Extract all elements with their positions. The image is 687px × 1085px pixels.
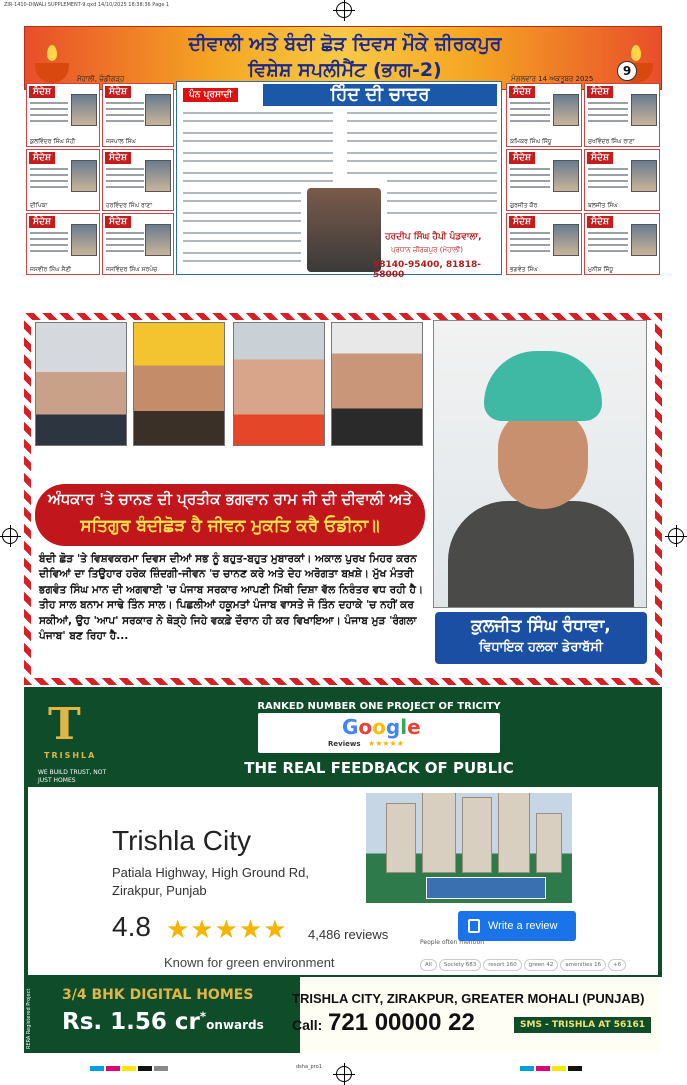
sandesh-name: ਬਲਜੀਤ ਸਿੰਘ (588, 202, 618, 209)
price-text: Rs. 1.56 cr*onwards (62, 1009, 264, 1035)
leader-photo-4 (331, 322, 423, 446)
avatar (71, 160, 97, 192)
sandesh-name: ਭਗਵੰਤ ਸਿੰਘ (510, 266, 538, 273)
sandesh-tag: ਸੰਦੇਸ਼ (29, 152, 55, 164)
leader-photo-1 (35, 322, 127, 446)
sandesh-box (506, 83, 582, 147)
flame-icon-right (631, 45, 641, 61)
sandesh-tag: ਸੰਦੇਸ਼ (509, 216, 535, 228)
mention-chip[interactable]: All (420, 959, 437, 971)
google-reviews-badge (258, 713, 500, 753)
avatar (71, 224, 97, 256)
header-date: ਮੰਗਲਵਾਰ 14 ਅਕਤੂਬਰ 2025 (511, 75, 594, 83)
sandesh-box (506, 213, 582, 275)
rating-value: 4.8 (112, 911, 151, 942)
mention-chip[interactable]: Society 683 (439, 959, 481, 971)
address-line1: Patiala Highway, High Ground Rd, (112, 865, 310, 880)
sandesh-box (102, 213, 174, 275)
sandesh-name: ਸੁਖਵਿੰਦਰ ਸਿੰਘ ਰਾਣਾ (588, 138, 635, 145)
sandesh-box (102, 149, 174, 211)
mla-photo (433, 320, 647, 608)
google-letter: e (407, 715, 421, 739)
flame-icon-left (47, 45, 57, 61)
leader-photo-3 (233, 322, 325, 446)
write-review-button[interactable] (458, 911, 576, 941)
newspaper-page (24, 26, 662, 1054)
google-listing-card (28, 787, 658, 975)
sandesh-tag: ਸੰਦੇਸ਼ (29, 86, 55, 98)
page-number: 9 (617, 61, 637, 81)
print-slug: ZIR-1410-DIWALI SUPPLEMENT-9.qxd 14/10/2025 18:38:36 Page 1 (4, 2, 170, 8)
mla-designation: ਵਿਧਾਇਕ ਹਲਕਾ ਡੇਰਾਬੱਸੀ (479, 640, 603, 655)
trishla-city-ad (24, 687, 662, 1053)
mention-chip[interactable]: green 42 (524, 959, 559, 971)
sandesh-name: ਮੁਨੀਸ਼ ਸਿੱਧੂ (588, 266, 614, 273)
sandesh-name: ਜਸਵਿੰਦਰ ਸਿੰਘ ਸਰਪੰਚ (106, 266, 158, 273)
pencil-icon (468, 919, 480, 933)
sandesh-name: ਗੁਰਜੀਤ ਕੌਰ (510, 202, 538, 209)
place-name: Trishla City (112, 825, 251, 856)
sandesh-grid-right (506, 83, 660, 275)
header-title-line1: ਦੀਵਾਲੀ ਅਤੇ ਬੰਦੀ ਛੋੜ ਦਿਵਸ ਮੌਕੇ ਜ਼ੀਰਕਪੁਰ (188, 33, 502, 55)
avatar (71, 94, 97, 126)
avatar (145, 94, 171, 126)
header-title-line2: ਵਿਸ਼ੇਸ਼ ਸਪਲੀਮੈਂਟ (ਭਾਗ-2) (248, 59, 442, 81)
feedback-headline: THE REAL FEEDBACK OF PUBLIC (244, 759, 514, 777)
sandesh-name: ਦੀਪਿਕਾ (30, 202, 48, 209)
avatar (631, 160, 657, 192)
political-greeting-ad (24, 313, 662, 685)
color-calibration-bar-right (520, 1056, 584, 1075)
poet-name: ਹਰਦੀਪ ਸਿੰਘ ਹੈਪੀ ਪੰਡਵਾਲਾ, (385, 232, 482, 242)
avatar (553, 94, 579, 126)
sandesh-box (26, 83, 100, 147)
sandesh-box (26, 149, 100, 211)
greeting-body-text: ਬੰਦੀ ਛੋੜ 'ਤੇ ਵਿਸ਼ਵਕਰਮਾ ਦਿਵਸ ਦੀਆਂ ਸਭ ਨੂੰ ਬਹੁਤ-ਬਹੁਤ ਮੁਬਾਰਕਾਂ। ਅਕਾਲ ਪੁਰਖ ਮਿਹਰ ਕਰਨ ਦੀਵਿਆਂ ਦਾ ਤਿਉਹਾਰ ਹਰੇਕ ਜ਼ਿੰਦਗੀ-ਜੀਵਨ 'ਚ ਚਾਨਣ ਕਰੇ ਅਤੇ ਦੇਹ ਅਰੋਗਤਾ ਬਖ਼ਸ਼ੇ। ਮੁੱਖ ਮੰਤਰੀ ਭਗਵੰਤ ਸਿੰਘ ਮਾਨ ਦੀ ਅਗਵਾਈ 'ਚ ਪੰਜਾਬ ਸਰਕਾਰ ਆਪਣੀ ਮਿੱਥੀ ਦਿਸ਼ਾ ਵੱਲ ਨਿਰੰਤਰ ਵਧ ਰਹੀ ਹੈ। ਤੀਹ ਸਾਲ ਬਨਾਮ ਸਾਢੇ ਤਿੰਨ ਸਾਲ। ਪਿਛਲੀਆਂ ਹਕੂਮਤਾਂ ਪੰਜਾਬ ਵਾਸਤੇ ਜੋ ਤਿੰਨ ਦਹਾਕੇ 'ਚ ਨਹੀਂ ਕਰ ਸਕੀਆਂ, ਉਹ 'ਆਪ' ਸਰਕਾਰ ਨੇ ਥੋੜ੍ਹੇ ਜਿਹੇ ਵਕਫ਼ੇ ਦੌਰਾਨ ਹੀ ਕਰ ਵਿਖਾਇਆ। ਪੰਜਾਬ ਮੁੜ 'ਰੰਗਲਾ ਪੰਜਾਬ' ਬਣ ਰਿਹਾ ਹੈ... (39, 553, 424, 643)
address-line2: Zirakpur, Punjab (112, 883, 207, 898)
avatar (553, 160, 579, 192)
write-review-label: Write a review (488, 920, 558, 932)
brand-name: TRISHLA (44, 751, 97, 760)
sandesh-box (584, 149, 660, 211)
mention-chip[interactable]: +6 (608, 959, 626, 971)
avatar (145, 224, 171, 256)
bhk-text: 3/4 BHK DIGITAL HOMES (62, 987, 254, 1003)
poet-phone: 98140-95400, 81818-58000 (373, 260, 481, 280)
sandesh-tag: ਸੰਦੇਸ਼ (105, 86, 131, 98)
call-label: Call: (292, 1017, 323, 1033)
sandesh-tag: ਸੰਦੇਸ਼ (587, 216, 613, 228)
ad-footer (24, 977, 662, 1053)
known-for: Known for green environment (164, 955, 335, 970)
footer-code: dsha_pro1 (296, 1064, 322, 1070)
sandesh-name: ਕੁਲਵਿੰਦਰ ਸਿੰਘ ਸੋਹੀ (30, 138, 76, 145)
google-letter: g (385, 715, 401, 739)
reviews-label: Reviews (328, 740, 361, 748)
sandesh-tag: ਸੰਦੇਸ਼ (509, 86, 535, 98)
sandesh-tag: ਸੰਦੇਸ਼ (509, 152, 535, 164)
google-letter: l (400, 715, 408, 739)
mention-chip[interactable]: amenities 16 (560, 959, 606, 971)
poet-place: ਪ੍ਰਧਾਨ ਜ਼ੀਰਕਪੁਰ (ਮੋਹਾਲੀ) (391, 246, 463, 254)
avatar (631, 94, 657, 126)
registration-mark-left (2, 528, 18, 544)
sandesh-tag: ਸੰਦੇਸ਼ (587, 86, 613, 98)
brand-tagline: WE BUILD TRUST, NOT JUST HOMES (38, 769, 107, 784)
sandesh-box (584, 213, 660, 275)
mla-name-box (435, 612, 647, 664)
review-count[interactable]: 4,486 reviews (308, 927, 389, 942)
google-logo (342, 715, 421, 739)
poet-photo (307, 188, 381, 272)
sandesh-name: ਜਸਵੀਰ ਸਿੰਘ ਸੈਣੀ (30, 266, 72, 273)
poem-block (176, 81, 502, 280)
mla-name: ਕੁਲਜੀਤ ਸਿੰਘ ਰੰਧਾਵਾ, (471, 616, 611, 636)
sandesh-name: ਜਸਪਾਲ ਸਿੰਘ (106, 138, 136, 145)
registration-mark-right (668, 528, 684, 544)
sandesh-name: ਹਰਵਿੰਦਰ ਸਿੰਘ ਰਾਣਾ (106, 202, 153, 209)
sandesh-tag: ਸੰਦੇਸ਼ (105, 216, 131, 228)
header-place: ਮੋਹਾਲੀ, ਚੰਡੀਗੜ੍ਹ (77, 75, 125, 83)
avatar (631, 224, 657, 256)
sandesh-box (102, 83, 174, 147)
people-mention-label: People often mention (420, 939, 485, 946)
google-letter: G (342, 715, 359, 739)
color-calibration-bar (90, 1056, 170, 1075)
registration-mark-top (336, 2, 352, 18)
registration-mark-bottom (336, 1066, 352, 1082)
price-suffix: onwards (206, 1018, 264, 1032)
price-value: Rs. 1.56 cr (62, 1009, 200, 1035)
sandesh-name: ਕਮਿਕਰ ਸਿੰਘ ਸਿੱਧੂ (510, 138, 552, 145)
reviews-stars: ★★★★★ (368, 739, 404, 748)
price-block (24, 977, 300, 1053)
sandesh-tag: ਸੰਦੇਸ਼ (29, 216, 55, 228)
sandesh-tag: ਸੰਦੇਸ਼ (105, 152, 131, 164)
call-number[interactable]: 721 00000 22 (328, 1009, 475, 1036)
slogan-banner (35, 484, 425, 546)
political-ad-inner (31, 320, 655, 678)
sandesh-tag: ਸੰਦੇਸ਼ (587, 152, 613, 164)
poem-subtitle: ਪੰਨ ਪ੍ਰਸਾਦੀ (183, 88, 238, 102)
avatar (553, 224, 579, 256)
sms-text: SMS - TRISHLA AT 56161 (514, 1017, 651, 1033)
sandesh-grid-left (26, 83, 174, 275)
location-text: TRISHLA CITY, ZIRAKPUR, GREATER MOHALI (PUNJAB) (292, 991, 645, 1006)
diya-icon-left (35, 63, 69, 83)
mention-chip[interactable]: resort 160 (483, 959, 521, 971)
sandesh-box (506, 149, 582, 211)
poem-title: ਹਿੰਦ ਦੀ ਚਾਦਰ (263, 84, 497, 106)
project-image (366, 793, 572, 903)
trishla-logo (38, 699, 107, 785)
google-letter: o (372, 715, 386, 739)
sandesh-box (26, 213, 100, 275)
leader-photo-2 (133, 322, 225, 446)
google-letter: o (358, 715, 373, 739)
mention-chips (420, 951, 660, 973)
slogan-line1: ਅੰਧਕਾਰ 'ਤੇ ਚਾਨਣ ਦੀ ਪ੍ਰਤੀਕ ਭਗਵਾਨ ਰਾਮ ਜੀ ਦੀ ਦੀਵਾਲੀ ਅਤੇ (47, 490, 413, 508)
ranked-text: RANKED NUMBER ONE PROJECT OF TRICITY (257, 701, 501, 712)
sandesh-box (584, 83, 660, 147)
avatar (145, 160, 171, 192)
slogan-line2: ਸਤਿਗੁਰ ਬੰਦੀਛੋੜ ਹੈ ਜੀਵਨ ਮੁਕਤਿ ਕਰੈ ਓਡੀਨਾ॥ (80, 516, 380, 536)
logo-letter: T (48, 699, 81, 750)
side-text: RERA Registered Project (26, 988, 32, 1049)
rating-stars: ★★★★★ (166, 915, 288, 945)
